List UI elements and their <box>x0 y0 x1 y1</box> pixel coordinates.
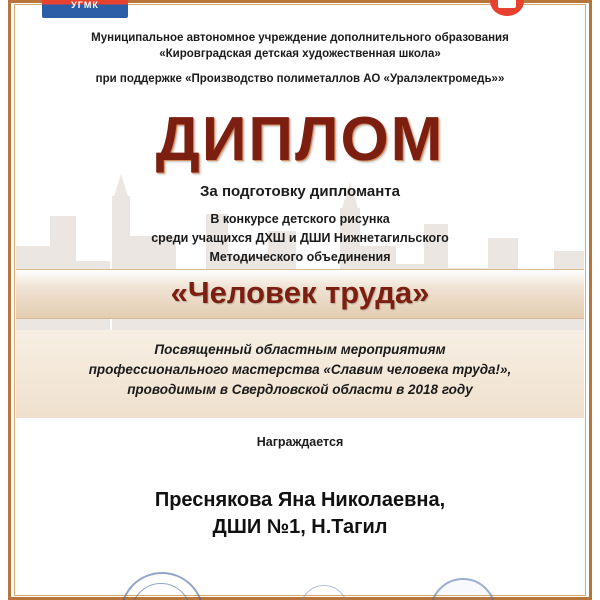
recipient-block <box>30 487 570 541</box>
subtitle-secondary-line-1: В конкурсе детского рисунка <box>210 212 390 226</box>
recipient-name: Преснякова Яна Николаевна, <box>154 489 446 511</box>
contest-name: «Человек труда» <box>170 275 430 310</box>
subtitle-secondary-line-2: среди учащихся ДХШ и ДШИ Нижнетагильского <box>151 231 449 245</box>
awarded-label: Награждается <box>256 435 344 449</box>
dedication-block <box>40 340 560 400</box>
logo-strip <box>16 0 584 22</box>
support-block <box>30 71 570 87</box>
subtitle-secondary <box>0 210 600 267</box>
dedication-line-1: Посвященный областным мероприятиям <box>154 342 446 357</box>
ugmk-logo: УГМК <box>42 0 128 18</box>
subtitle-primary: За подготовку дипломанта <box>200 183 400 200</box>
dedication-line-2: профессионального мастерства «Славим человека труда!», <box>88 362 512 377</box>
organization-line-2: «Кировградская детская художественная школа» <box>159 48 441 60</box>
page-title: ДИПЛОМ <box>155 105 445 174</box>
organization-block <box>30 30 570 62</box>
organization-line-1: Муниципальное автономное учреждение дополнительного образования <box>91 32 509 44</box>
dedication-line-3: проводимым в Свердловской области в 2018 году <box>127 382 473 397</box>
support-line: при поддержке «Производство полиметаллов АО «Уралэлектромедь»» <box>95 73 505 85</box>
subtitle-secondary-line-3: Методического объединения <box>209 250 391 264</box>
recipient-institution: ДШИ №1, Н.Тагил <box>212 516 388 538</box>
partner-logo-icon <box>490 0 524 16</box>
